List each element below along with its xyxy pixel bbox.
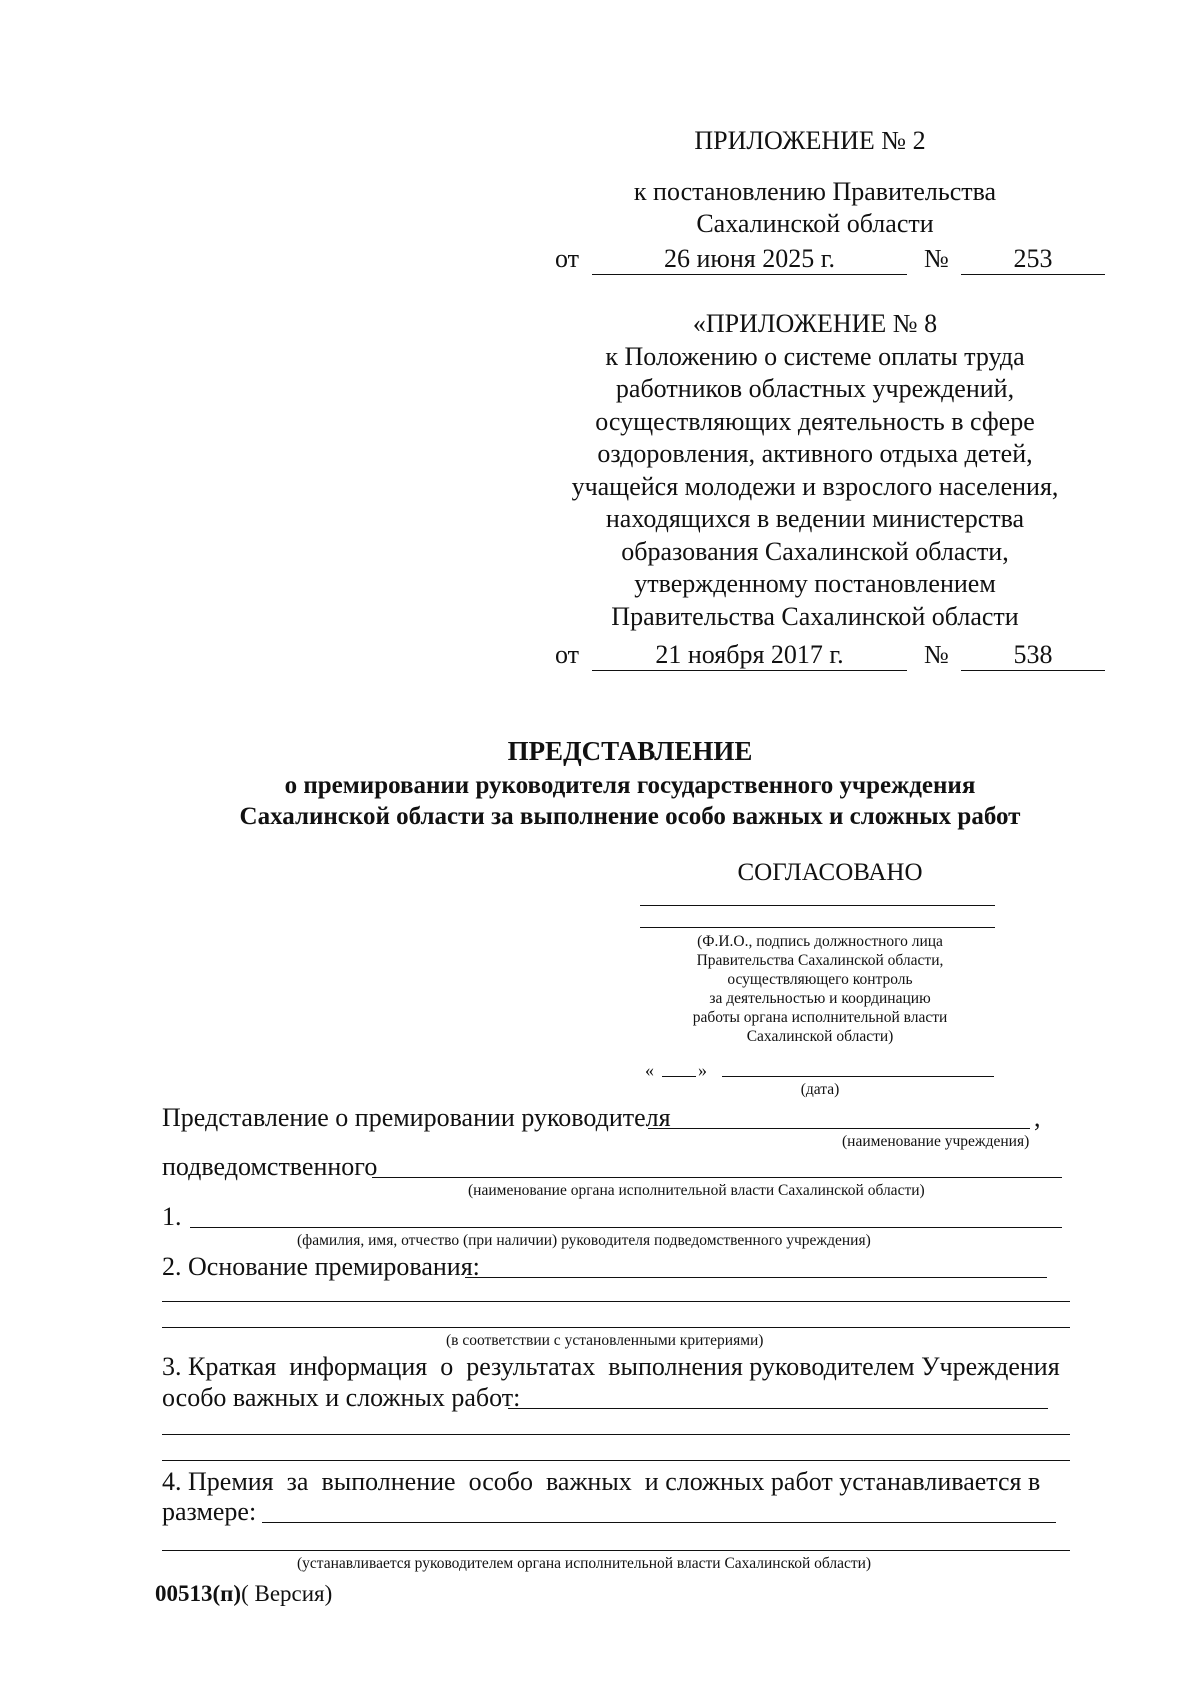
item3-text-line-2: особо важных и сложных работ: [162, 1383, 521, 1412]
annex8-number-label: № [924, 640, 949, 669]
approval-caption-line: Сахалинской области) [746, 1028, 894, 1045]
annex2-date-field: 26 июня 2025 г. [592, 244, 907, 275]
document-version: ( Версия) [241, 1581, 333, 1606]
annex8-line: к Положению о системе оплаты труда [605, 341, 1025, 371]
annex8-line: находящихся в ведении министерства [605, 504, 1025, 533]
bonus-basis-field[interactable] [465, 1277, 1047, 1278]
form-line1-label: Представление о премировании руководителя [162, 1103, 671, 1132]
document-code [155, 1580, 332, 1608]
approval-caption-line: за деятельностью и координацию [709, 990, 931, 1007]
executive-body-field[interactable] [372, 1177, 1062, 1178]
item4-text-line-1: 4. Премия за выполнение особо важных и сложных работ устанавливается в [162, 1467, 1041, 1496]
annex2-title: ПРИЛОЖЕНИЕ № 2 [694, 126, 926, 155]
annex2-line-2: Сахалинской области [696, 209, 934, 238]
bonus-basis-line-2[interactable] [162, 1301, 1070, 1302]
work-results-line-3[interactable] [162, 1460, 1070, 1461]
bonus-amount-field[interactable] [262, 1522, 1056, 1523]
approval-caption-line: осуществляющего контроль [727, 971, 913, 988]
approval-quote-close: » [698, 1060, 707, 1080]
approval-signature-line-2[interactable] [640, 927, 995, 928]
annex8-line: оздоровления, активного отдыха детей, [597, 439, 1033, 468]
approval-caption-line: (Ф.И.О., подпись должностного лица [697, 933, 943, 950]
approval-caption-line: Правительства Сахалинской области, [696, 952, 944, 969]
annex8-line: осуществляющих деятельность в сфере [595, 406, 1035, 436]
bonus-basis-caption: (в соответствии с установленными критериями) [446, 1332, 764, 1349]
annex8-title: «ПРИЛОЖЕНИЕ № 8 [692, 309, 938, 338]
annex8-line: образования Сахалинской области, [621, 536, 1009, 566]
annex8-from-label: от [555, 640, 580, 669]
item3-text-line-1: 3. Краткая информация о результатах выполнения руководителем Учреждения [162, 1352, 1060, 1381]
document-subtitle-2: Сахалинской области за выполнение особо важных и сложных работ [239, 803, 1021, 830]
annex8-number-field: 538 [961, 640, 1105, 671]
annex2-number-field: 253 [961, 244, 1105, 275]
head-full-name-caption: (фамилия, имя, отчество (при наличии) руководителя подведомственного учреждения) [297, 1232, 871, 1249]
annex8-date-field: 21 ноября 2017 г. [592, 640, 907, 671]
work-results-line-2[interactable] [162, 1434, 1070, 1435]
form-line1-comma: , [1034, 1103, 1041, 1132]
approval-quote-open: « [645, 1060, 654, 1080]
bonus-amount-line-2[interactable] [162, 1550, 1070, 1551]
document-code-number: 00513(п) [155, 1581, 242, 1606]
approval-date-field[interactable] [722, 1076, 994, 1077]
approval-label: СОГЛАСОВАНО [737, 859, 923, 886]
item4-text-line-2: размере: [162, 1497, 257, 1526]
annex8-line: учащейся молодежи и взрослого населения, [571, 471, 1059, 501]
approval-date-caption: (дата) [800, 1081, 840, 1098]
document-subtitle-1: о премировании руководителя государственного учреждения [284, 772, 976, 799]
bonus-amount-caption: (устанавливается руководителем органа исполнительной власти Сахалинской области) [297, 1555, 872, 1572]
approval-caption-line: работы органа исполнительной власти [692, 1009, 948, 1026]
head-full-name-field[interactable] [190, 1227, 1062, 1228]
document-title: ПРЕДСТАВЛЕНИЕ [507, 736, 753, 766]
approval-day-field[interactable] [662, 1076, 696, 1077]
approval-signature-line[interactable] [640, 905, 995, 906]
annex8-line: Правительства Сахалинской области [611, 601, 1019, 631]
annex2-number-label: № [924, 244, 949, 273]
form-line2-label: подведомственного [162, 1152, 378, 1181]
annex2-from-label: от [555, 244, 580, 273]
institution-name-field[interactable] [648, 1128, 1030, 1129]
annex8-line: утвержденному постановлением [634, 569, 996, 598]
annex2-line-1: к постановлению Правительства [633, 177, 997, 206]
annex8-line: работников областных учреждений, [615, 374, 1015, 403]
item1-label: 1. [162, 1202, 182, 1231]
bonus-basis-line-3[interactable] [162, 1327, 1070, 1328]
work-results-field[interactable] [508, 1408, 1048, 1409]
item2-label: 2. Основание премирования: [162, 1252, 480, 1281]
executive-body-caption: (наименование органа исполнительной власти Сахалинской области) [468, 1182, 925, 1199]
institution-name-caption: (наименование учреждения) [842, 1133, 1030, 1150]
approval-caption [620, 932, 1020, 1046]
annex8-block [545, 308, 1085, 633]
